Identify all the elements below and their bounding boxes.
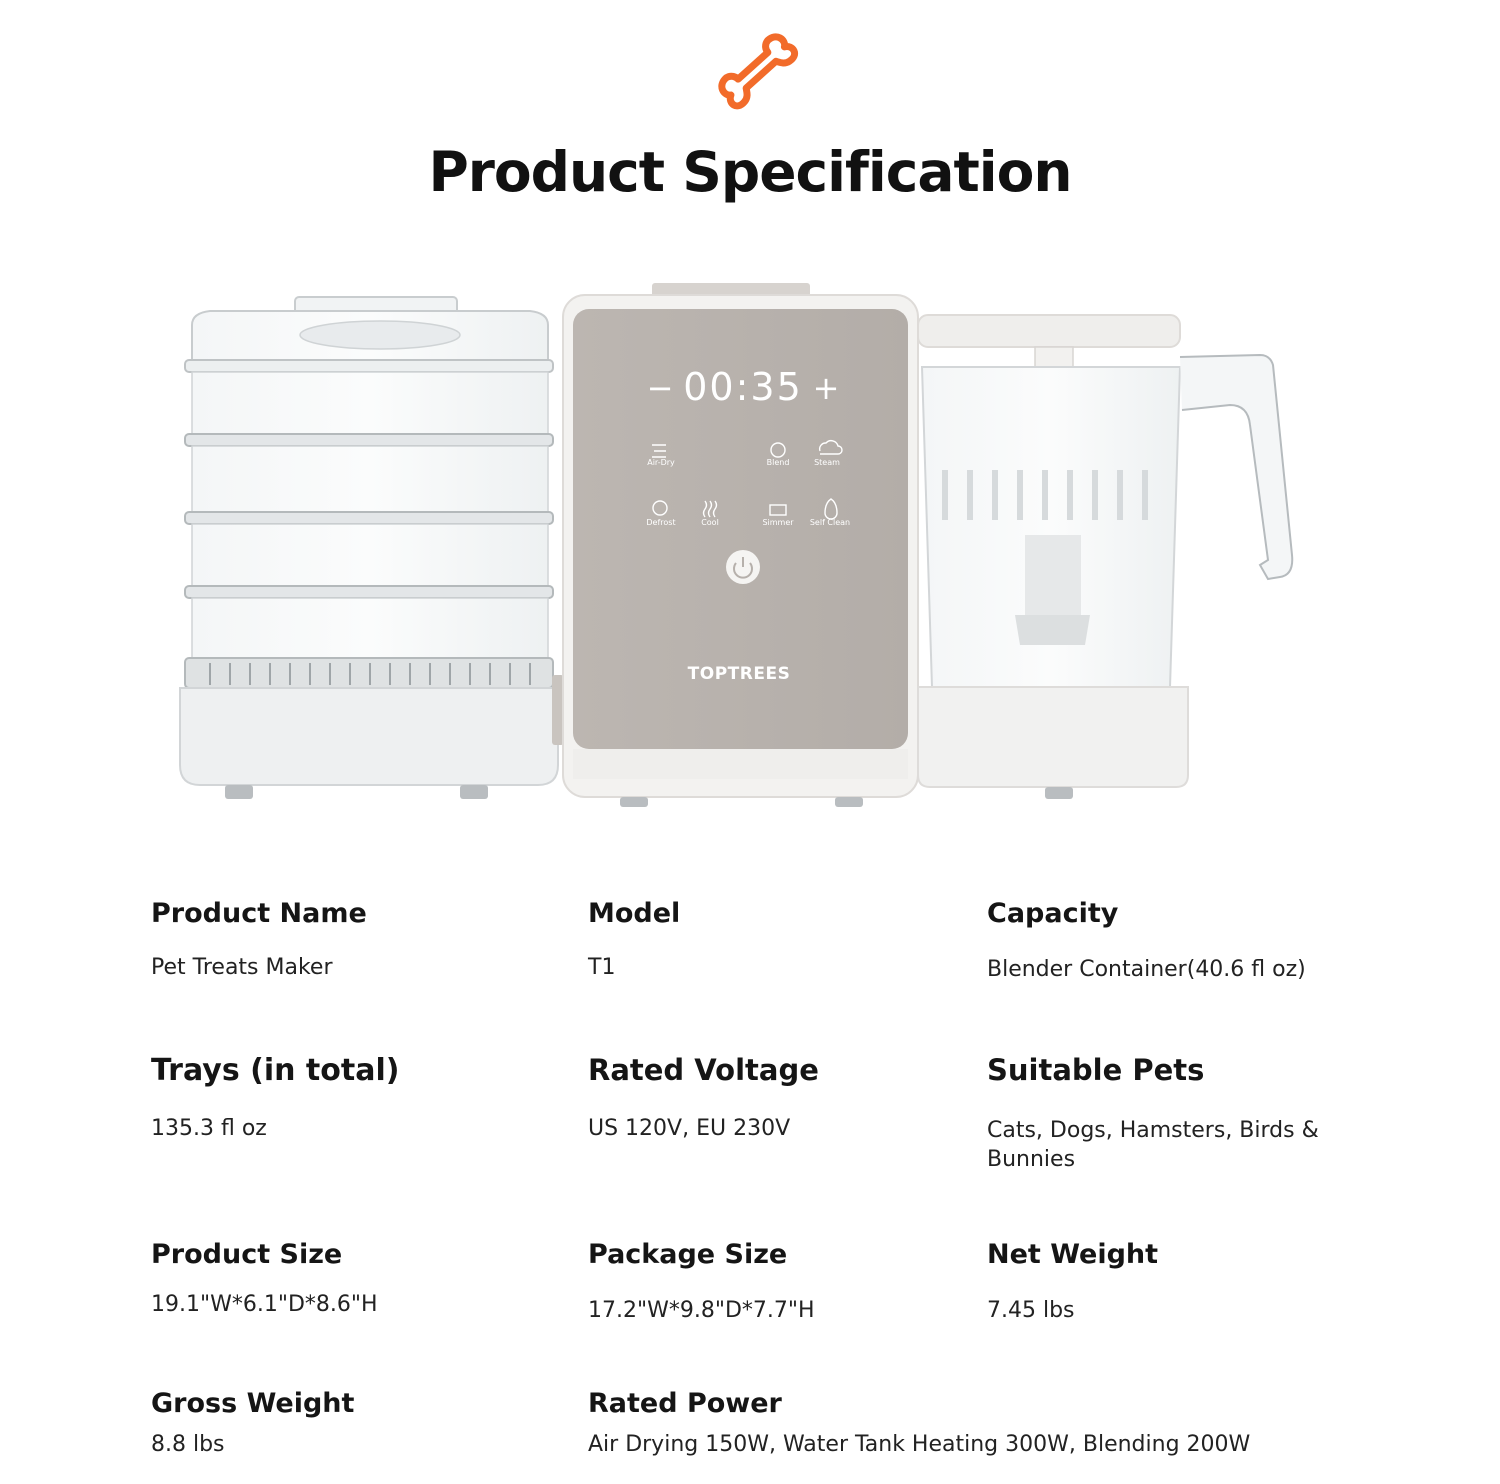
spec-label-model: Model	[588, 898, 681, 929]
product-image	[170, 275, 1310, 815]
spec-label-net-weight: Net Weight	[987, 1239, 1159, 1270]
plus-button: +	[812, 369, 840, 407]
spec-value-net-weight: 7.45 lbs	[987, 1298, 1075, 1323]
page-title: Product Specification	[428, 140, 1072, 204]
steam-label: Steam	[814, 458, 840, 467]
spec-label-capacity: Capacity	[987, 898, 1119, 929]
spec-value-trays: 135.3 fl oz	[151, 1116, 267, 1141]
simmer-label: Simmer	[762, 518, 794, 527]
bone-icon	[705, 22, 805, 114]
spec-value-package-size: 17.2"W*9.8"D*7.7"H	[588, 1298, 815, 1323]
power-icon	[726, 550, 760, 584]
spec-label-product-name: Product Name	[151, 898, 367, 929]
steamer-trays	[180, 297, 564, 799]
defrost-label: Defrost	[646, 518, 676, 527]
blend-label: Blend	[766, 458, 790, 467]
blender	[918, 315, 1292, 799]
time-display: 00:35	[683, 365, 803, 409]
spec-value-rated-power: Air Drying 150W, Water Tank Heating 300W, Blending 200W	[588, 1432, 1251, 1457]
spec-label-suitable-pets: Suitable Pets	[987, 1053, 1205, 1087]
spec-value-gross-weight: 8.8 lbs	[151, 1432, 225, 1457]
spec-label-rated-power: Rated Power	[588, 1388, 782, 1419]
spec-label-trays: Trays (in total)	[151, 1053, 400, 1088]
brand-logo: TOPTREES	[687, 664, 791, 684]
spec-value-product-name: Pet Treats Maker	[151, 955, 333, 980]
spec-value-rated-voltage: US 120V, EU 230V	[588, 1116, 791, 1141]
spec-value-product-size: 19.1"W*6.1"D*8.6"H	[151, 1292, 378, 1317]
self-clean-label: Self Clean	[809, 518, 851, 527]
spec-value-capacity: Blender Container(40.6 fl oz)	[987, 957, 1306, 982]
spec-value-model: T1	[588, 955, 616, 980]
spec-label-product-size: Product Size	[151, 1239, 343, 1270]
spec-label-rated-voltage: Rated Voltage	[588, 1053, 819, 1087]
air-dry-label: Air-Dry	[647, 458, 675, 467]
cool-label: Cool	[701, 518, 719, 527]
control-unit	[563, 283, 918, 807]
minus-button: −	[646, 369, 674, 407]
spec-label-package-size: Package Size	[588, 1239, 788, 1270]
spec-label-gross-weight: Gross Weight	[151, 1388, 355, 1419]
spec-value-suitable-pets: Cats, Dogs, Hamsters, Birds & Bunnies	[987, 1118, 1319, 1172]
